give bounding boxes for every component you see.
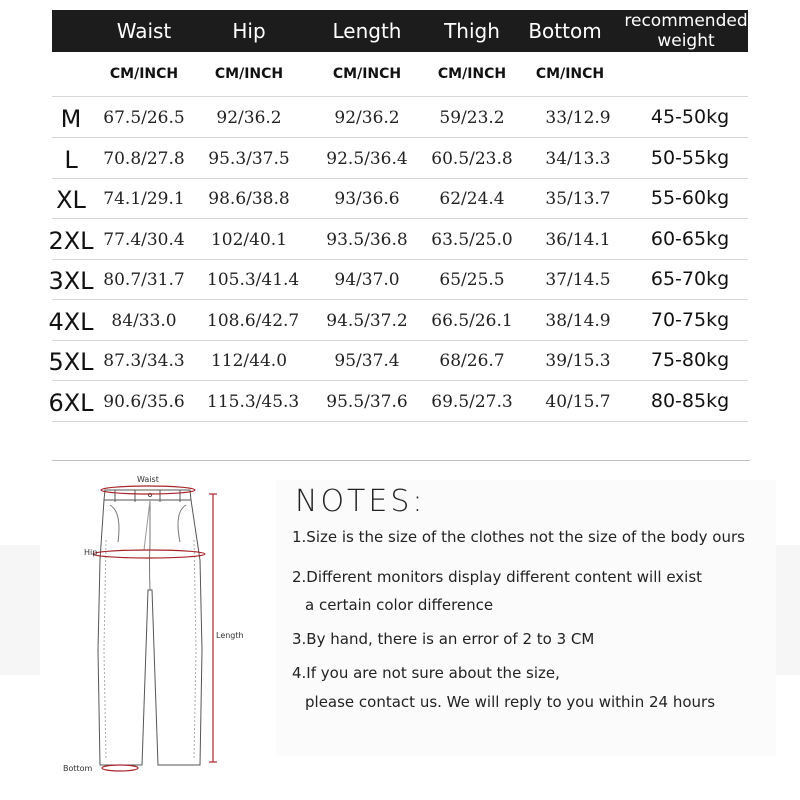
row-divider: [52, 380, 748, 381]
cell-bottom: 35/13.7: [545, 189, 611, 209]
cell-thigh: 60.5/23.8: [431, 148, 513, 169]
cell-bottom: 36/14.1: [545, 229, 611, 250]
cell-hip: 108.6/42.7: [207, 310, 300, 331]
cell-hip: 102/40.1: [210, 229, 288, 250]
cell-waist: 87.3/34.3: [103, 351, 185, 371]
cell-hip: 95.3/37.5: [208, 148, 290, 169]
header-waist: Waist: [116, 19, 172, 43]
note-3: 3.By hand, there is an error of 2 to 3 CM: [292, 630, 595, 648]
size-label: 5XL: [48, 348, 94, 376]
unit-waist: CM/INCH: [109, 66, 179, 82]
cell-recommended-weight: 45-50kg: [650, 106, 730, 128]
row-divider: [52, 137, 748, 138]
header-recommended-weight: [618, 10, 754, 53]
cell-recommended-weight: 65-70kg: [650, 268, 730, 290]
cell-hip: 92/36.2: [216, 108, 282, 128]
cell-recommended-weight: 70-75kg: [650, 308, 730, 331]
cell-waist: 90.6/35.6: [103, 391, 185, 412]
row-divider: [52, 340, 748, 341]
size-label: L: [64, 145, 78, 174]
cell-bottom: 33/12.9: [545, 108, 611, 128]
diagram-label-bottom: Bottom: [63, 764, 93, 773]
header-recommended-line1: recommended: [624, 11, 748, 31]
header-hip: Hip: [232, 19, 266, 43]
cell-length: 93/36.6: [334, 189, 400, 209]
cell-recommended-weight: 80-85kg: [650, 389, 730, 412]
background-shade-left: [0, 545, 40, 675]
cell-thigh: 69.5/27.3: [431, 391, 513, 412]
cell-hip: 98.6/38.8: [208, 189, 290, 209]
cell-length: 94.5/37.2: [326, 310, 408, 331]
cell-hip: 115.3/45.3: [207, 391, 300, 412]
section-divider: [52, 460, 750, 461]
size-label: M: [60, 105, 82, 133]
cell-waist: 74.1/29.1: [103, 189, 185, 209]
cell-recommended-weight: 60-65kg: [650, 227, 730, 250]
cell-length: 95/37.4: [334, 351, 400, 371]
cell-thigh: 62/24.4: [439, 189, 505, 209]
header-length: Length: [332, 19, 402, 43]
unit-hip: CM/INCH: [214, 66, 284, 82]
row-divider: [52, 259, 748, 260]
size-label: 2XL: [48, 226, 94, 255]
cell-waist: 77.4/30.4: [103, 229, 185, 250]
notes-panel: [276, 480, 776, 756]
notes-title: NOTES:: [295, 484, 426, 519]
header-recommended-line2: weight: [657, 31, 715, 51]
cell-waist: 70.8/27.8: [103, 148, 185, 169]
header-bottom: Bottom: [528, 19, 602, 43]
cell-hip: 105.3/41.4: [207, 270, 300, 290]
cell-thigh: 63.5/25.0: [431, 229, 513, 250]
diagram-label-hip: Hip: [84, 548, 98, 557]
cell-waist: 67.5/26.5: [103, 108, 185, 128]
cell-recommended-weight: 55-60kg: [650, 187, 730, 209]
size-label: 3XL: [48, 267, 94, 295]
pants-measurement-diagram: [60, 470, 250, 780]
cell-bottom: 34/13.3: [545, 148, 611, 169]
row-divider: [52, 299, 748, 300]
row-divider: [52, 178, 748, 179]
size-label: 4XL: [48, 307, 94, 336]
size-label: XL: [56, 186, 86, 214]
cell-thigh: 65/25.5: [439, 270, 505, 290]
bottom-measure-line: [102, 765, 138, 771]
cell-bottom: 38/14.9: [545, 310, 611, 331]
cell-recommended-weight: 75-80kg: [650, 349, 730, 371]
header-thigh: Thigh: [444, 19, 500, 43]
cell-length: 92.5/36.4: [326, 148, 408, 169]
cell-length: 93.5/36.8: [326, 229, 408, 250]
cell-bottom: 39/15.3: [545, 351, 611, 371]
note-1: 1.Size is the size of the clothes not the size of the body ours: [292, 528, 745, 546]
diagram-label-waist: Waist: [137, 475, 159, 484]
cell-recommended-weight: 50-55kg: [650, 146, 730, 169]
cell-thigh: 68/26.7: [439, 351, 505, 371]
background-shade-right: [775, 545, 800, 675]
cell-waist: 84/33.0: [111, 310, 177, 331]
unit-length: CM/INCH: [332, 66, 402, 82]
diagram-label-length: Length: [216, 631, 244, 640]
hip-measure-line: [93, 550, 205, 558]
note-2-line1: 2.Different monitors display different content will exist: [292, 568, 703, 586]
unit-thigh: CM/INCH: [437, 66, 507, 82]
cell-thigh: 66.5/26.1: [431, 310, 513, 331]
row-divider: [52, 421, 748, 422]
note-4-line2: please contact us. We will reply to you within 24 hours: [305, 693, 716, 711]
note-2-line2: a certain color difference: [305, 596, 494, 614]
cell-bottom: 37/14.5: [545, 270, 611, 290]
cell-length: 94/37.0: [334, 270, 400, 290]
cell-bottom: 40/15.7: [545, 391, 611, 412]
cell-waist: 80.7/31.7: [103, 270, 185, 290]
cell-length: 92/36.2: [334, 108, 400, 128]
cell-hip: 112/44.0: [210, 351, 288, 371]
row-divider: [52, 96, 748, 97]
cell-length: 95.5/37.6: [326, 391, 408, 412]
unit-bottom: CM/INCH: [535, 66, 605, 82]
row-divider: [52, 218, 748, 219]
cell-thigh: 59/23.2: [439, 108, 505, 128]
note-4-line1: 4.If you are not sure about the size,: [292, 664, 560, 682]
size-label: 6XL: [48, 388, 94, 417]
